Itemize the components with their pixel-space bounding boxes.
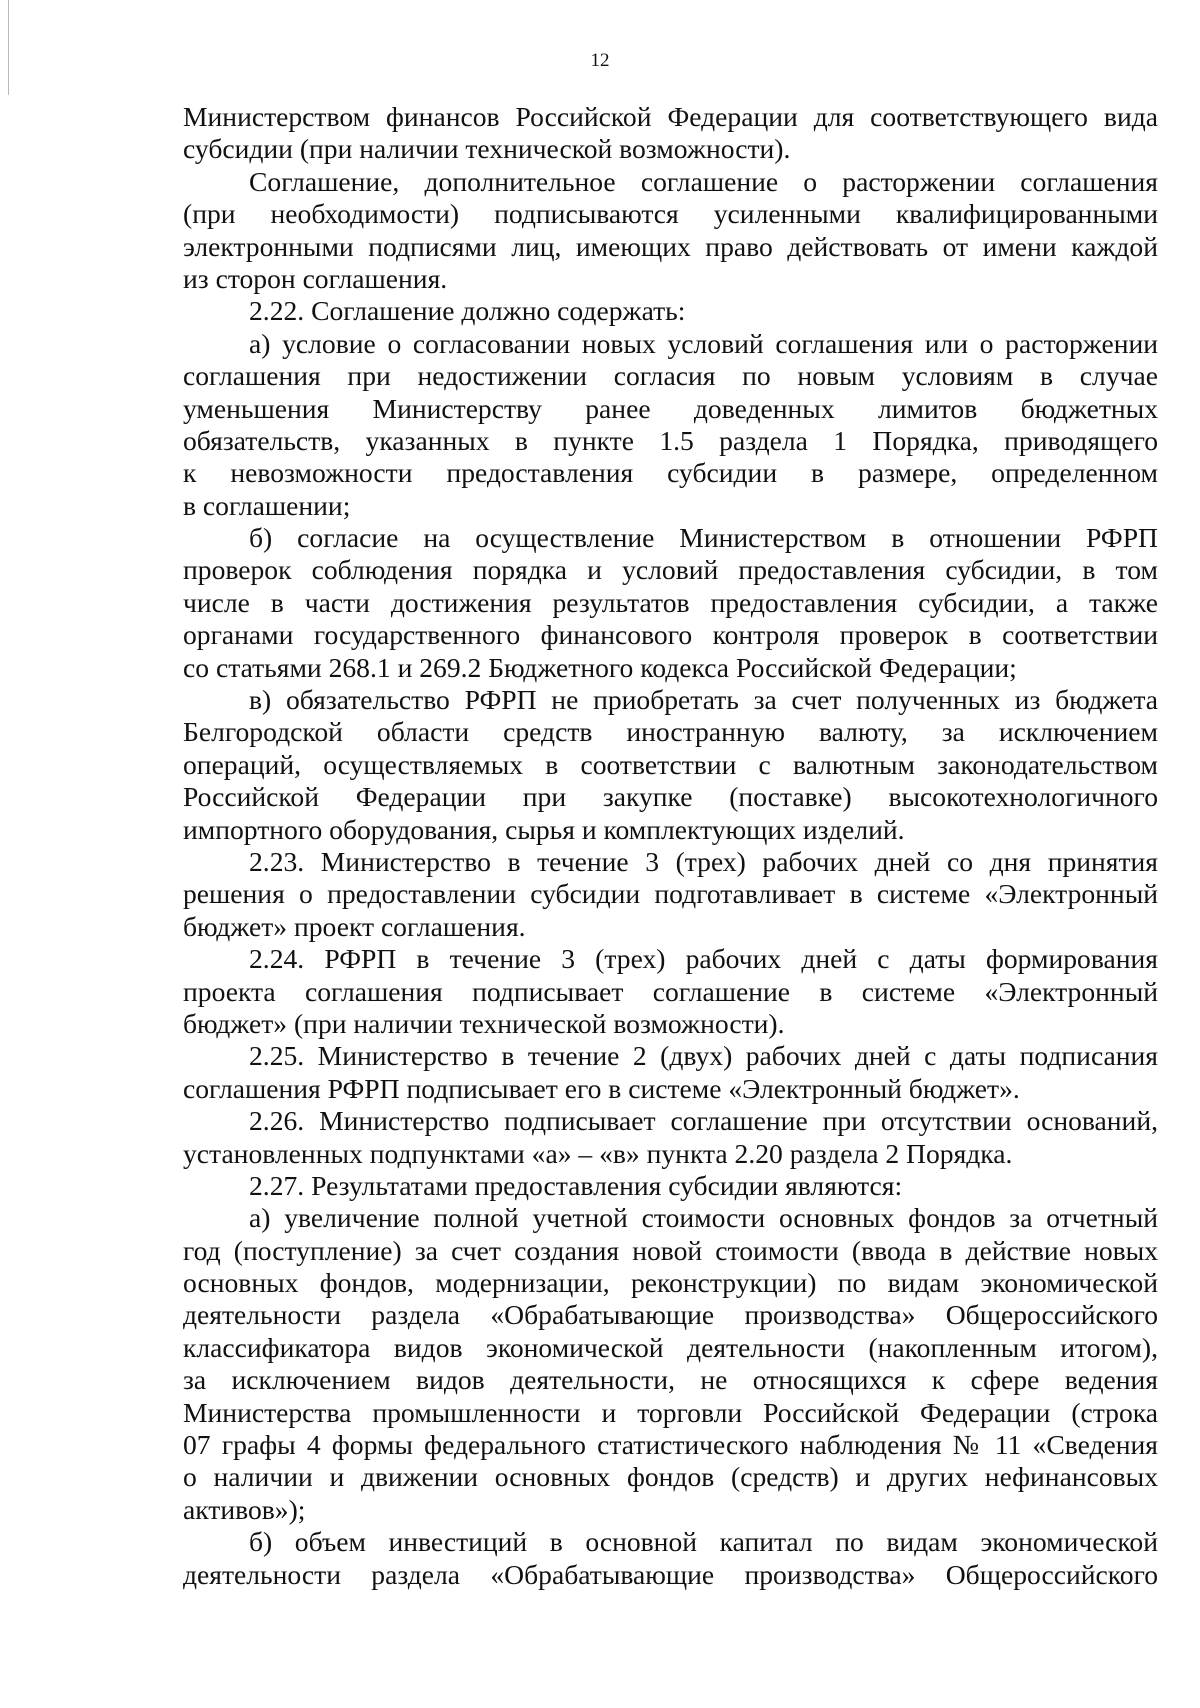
text-line: деятельности раздела «Обрабатывающие производства» Общероссийского (183, 1299, 1158, 1331)
text-line: 2.22. Соглашение должно содержать: (249, 295, 686, 327)
text-line: бюджет» проект соглашения. (183, 910, 526, 942)
text-line: импортного оборудования, сырья и комплектующих изделий. (183, 813, 905, 845)
text-line: 2.26. Министерство подписывает соглашение при отсутствии оснований, (249, 1105, 1158, 1137)
text-line: 07 графы 4 формы федерального статистического наблюдения № 11 «Сведения (183, 1429, 1158, 1461)
text-line: за исключением видов деятельности, не относящихся к сфере ведения (183, 1364, 1158, 1396)
text-line: в соглашении; (183, 489, 351, 521)
text-line: активов»); (183, 1493, 306, 1525)
text-line: обязательств, указанных в пункте 1.5 раздела 1 Порядка, приводящего (183, 424, 1158, 456)
text-line: электронными подписями лиц, имеющих право действовать от имени каждой (183, 230, 1158, 262)
text-line: операций, осуществляемых в соответствии с валютным законодательством (183, 748, 1158, 780)
text-line: б) объем инвестиций в основной капитал по видам экономической (249, 1526, 1158, 1558)
text-line: а) условие о согласовании новых условий соглашения или о расторжении (249, 327, 1158, 359)
text-line: органами государственного финансового контроля проверок в соответствии (183, 619, 1158, 651)
text-line: а) увеличение полной учетной стоимости основных фондов за отчетный (249, 1202, 1158, 1234)
text-line: числе в части достижения результатов предоставления субсидии, а также (183, 586, 1158, 618)
text-line: Белгородской области средств иностранную валюту, за исключением (183, 716, 1158, 748)
text-line: б) согласие на осуществление Министерством в отношении РФРП (249, 522, 1158, 554)
text-line: соглашения РФРП подписывает его в системе «Электронный бюджет». (183, 1072, 1020, 1104)
text-line: со статьями 268.1 и 269.2 Бюджетного кодекса Российской Федерации; (183, 651, 1017, 683)
text-line: Российской Федерации при закупке (поставке) высокотехнологичного (183, 781, 1158, 813)
text-line: классификатора видов экономической деятельности (накопленным итогом), (183, 1331, 1158, 1363)
text-line: проекта соглашения подписывает соглашение в системе «Электронный (183, 975, 1158, 1007)
text-line: Соглашение, дополнительное соглашение о расторжении соглашения (249, 165, 1158, 197)
text-line: год (поступление) за счет создания новой стоимости (ввода в действие новых (183, 1234, 1158, 1266)
text-line: из сторон соглашения. (183, 262, 448, 294)
text-line: 2.24. РФРП в течение 3 (трех) рабочих дней с даты формирования (249, 943, 1158, 975)
text-line: основных фондов, модернизации, реконструкции) по видам экономической (183, 1267, 1158, 1299)
scan-edge-line (8, 0, 9, 95)
document-body (183, 101, 1158, 1591)
text-line: 2.25. Министерство в течение 2 (двух) рабочих дней с даты подписания (249, 1040, 1158, 1072)
text-line: проверок соблюдения порядка и условий предоставления субсидии, в том (183, 554, 1158, 586)
text-line: установленных подпунктами «а» – «в» пункта 2.20 раздела 2 Порядка. (183, 1137, 1013, 1169)
text-line: субсидии (при наличии технической возможности). (183, 133, 791, 165)
text-line: Министерства промышленности и торговли Российской Федерации (строка (183, 1396, 1158, 1428)
text-line: решения о предоставлении субсидии подготавливает в системе «Электронный (183, 878, 1158, 910)
text-line: бюджет» (при наличии технической возможности). (183, 1007, 785, 1039)
text-line: деятельности раздела «Обрабатывающие производства» Общероссийского (183, 1558, 1158, 1590)
text-line: уменьшения Министерству ранее доведенных лимитов бюджетных (183, 392, 1158, 424)
text-line: (при необходимости) подписываются усиленными квалифицированными (183, 198, 1158, 230)
text-line: в) обязательство РФРП не приобретать за счет полученных из бюджета (249, 684, 1158, 716)
text-line: 2.23. Министерство в течение 3 (трех) рабочих дней со дня принятия (249, 845, 1158, 877)
text-line: Министерством финансов Российской Федерации для соответствующего вида (183, 101, 1158, 132)
text-line: к невозможности предоставления субсидии в размере, определенном (183, 457, 1158, 489)
text-line: о наличии и движении основных фондов (средств) и других нефинансовых (183, 1461, 1158, 1493)
text-line: соглашения при недостижении согласия по новым условиям в случае (183, 360, 1158, 392)
page-number: 12 (590, 50, 610, 71)
text-line: 2.27. Результатами предоставления субсидии являются: (249, 1169, 903, 1201)
